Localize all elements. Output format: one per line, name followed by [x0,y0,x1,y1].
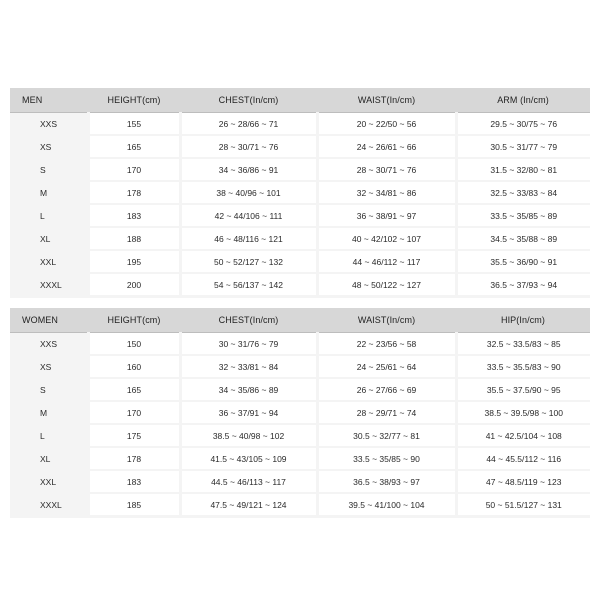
waist-value: 30.5 ~ 32/77 ~ 81 [317,424,456,447]
arm-value: 29.5 ~ 30/75 ~ 76 [456,113,590,136]
waist-value: 24 ~ 26/61 ~ 66 [317,135,456,158]
arm-value: 30.5 ~ 31/77 ~ 79 [456,135,590,158]
chest-value: 28 ~ 30/71 ~ 76 [180,135,317,158]
height-value: 170 [88,158,180,181]
size-label: S [10,158,88,181]
size-label: XXL [10,470,88,493]
size-label: M [10,181,88,204]
size-label: M [10,401,88,424]
chest-value: 34 ~ 35/86 ~ 89 [180,378,317,401]
chest-value: 38 ~ 40/96 ~ 101 [180,181,317,204]
waist-value: 32 ~ 34/81 ~ 86 [317,181,456,204]
size-label: L [10,424,88,447]
waist-value: 20 ~ 22/50 ~ 56 [317,113,456,136]
size-label: XXS [10,333,88,356]
table-row [10,378,590,401]
waist-value: 28 ~ 29/71 ~ 74 [317,401,456,424]
men-header-size: MEN [10,88,88,113]
height-value: 178 [88,181,180,204]
women-header-hip: HIP(In/cm) [456,308,590,333]
men-header-row [10,88,590,113]
hip-value: 44 ~ 45.5/112 ~ 116 [456,447,590,470]
hip-value: 41 ~ 42.5/104 ~ 108 [456,424,590,447]
chest-value: 30 ~ 31/76 ~ 79 [180,333,317,356]
men-header-waist: WAIST(In/cm) [317,88,456,113]
table-row [10,493,590,517]
women-header-waist: WAIST(In/cm) [317,308,456,333]
arm-value: 33.5 ~ 35/85 ~ 89 [456,204,590,227]
size-label: XXL [10,250,88,273]
waist-value: 28 ~ 30/71 ~ 76 [317,158,456,181]
size-label: XL [10,227,88,250]
size-label: S [10,378,88,401]
waist-value: 36.5 ~ 38/93 ~ 97 [317,470,456,493]
chest-value: 41.5 ~ 43/105 ~ 109 [180,447,317,470]
table-row [10,250,590,273]
hip-value: 47 ~ 48.5/119 ~ 123 [456,470,590,493]
height-value: 150 [88,333,180,356]
table-row [10,447,590,470]
table-row [10,135,590,158]
hip-value: 50 ~ 51.5/127 ~ 131 [456,493,590,517]
table-row [10,273,590,297]
men-header-height: HEIGHT(cm) [88,88,180,113]
women-size-table [10,308,590,518]
size-label: L [10,204,88,227]
hip-value: 35.5 ~ 37.5/90 ~ 95 [456,378,590,401]
table-row [10,227,590,250]
table-row [10,158,590,181]
arm-value: 36.5 ~ 37/93 ~ 94 [456,273,590,297]
height-value: 155 [88,113,180,136]
height-value: 183 [88,204,180,227]
size-label: XS [10,135,88,158]
size-label: XL [10,447,88,470]
chest-value: 47.5 ~ 49/121 ~ 124 [180,493,317,517]
chest-value: 42 ~ 44/106 ~ 111 [180,204,317,227]
height-value: 165 [88,135,180,158]
height-value: 183 [88,470,180,493]
chest-value: 46 ~ 48/116 ~ 121 [180,227,317,250]
height-value: 165 [88,378,180,401]
waist-value: 33.5 ~ 35/85 ~ 90 [317,447,456,470]
waist-value: 48 ~ 50/122 ~ 127 [317,273,456,297]
men-header-arm: ARM (In/cm) [456,88,590,113]
chest-value: 54 ~ 56/137 ~ 142 [180,273,317,297]
table-row [10,181,590,204]
chest-value: 44.5 ~ 46/113 ~ 117 [180,470,317,493]
chest-value: 34 ~ 36/86 ~ 91 [180,158,317,181]
height-value: 170 [88,401,180,424]
waist-value: 26 ~ 27/66 ~ 69 [317,378,456,401]
height-value: 178 [88,447,180,470]
women-header-chest: CHEST(In/cm) [180,308,317,333]
women-header-height: HEIGHT(cm) [88,308,180,333]
men-size-table [10,88,590,298]
size-label: XS [10,355,88,378]
table-row [10,401,590,424]
chest-value: 50 ~ 52/127 ~ 132 [180,250,317,273]
table-row [10,333,590,356]
table-row [10,424,590,447]
height-value: 188 [88,227,180,250]
waist-value: 44 ~ 46/112 ~ 117 [317,250,456,273]
arm-value: 32.5 ~ 33/83 ~ 84 [456,181,590,204]
chest-value: 26 ~ 28/66 ~ 71 [180,113,317,136]
height-value: 175 [88,424,180,447]
height-value: 160 [88,355,180,378]
table-row [10,204,590,227]
chest-value: 32 ~ 33/81 ~ 84 [180,355,317,378]
arm-value: 35.5 ~ 36/90 ~ 91 [456,250,590,273]
height-value: 200 [88,273,180,297]
table-row [10,470,590,493]
size-label: XXS [10,113,88,136]
chest-value: 36 ~ 37/91 ~ 94 [180,401,317,424]
arm-value: 34.5 ~ 35/88 ~ 89 [456,227,590,250]
table-row [10,355,590,378]
hip-value: 33.5 ~ 35.5/83 ~ 90 [456,355,590,378]
height-value: 185 [88,493,180,517]
women-header-row [10,308,590,333]
waist-value: 40 ~ 42/102 ~ 107 [317,227,456,250]
waist-value: 22 ~ 23/56 ~ 58 [317,333,456,356]
waist-value: 39.5 ~ 41/100 ~ 104 [317,493,456,517]
size-label: XXXL [10,493,88,517]
waist-value: 24 ~ 25/61 ~ 64 [317,355,456,378]
women-header-size: WOMEN [10,308,88,333]
chest-value: 38.5 ~ 40/98 ~ 102 [180,424,317,447]
men-header-chest: CHEST(In/cm) [180,88,317,113]
hip-value: 32.5 ~ 33.5/83 ~ 85 [456,333,590,356]
hip-value: 38.5 ~ 39.5/98 ~ 100 [456,401,590,424]
waist-value: 36 ~ 38/91 ~ 97 [317,204,456,227]
arm-value: 31.5 ~ 32/80 ~ 81 [456,158,590,181]
table-row [10,113,590,136]
height-value: 195 [88,250,180,273]
size-label: XXXL [10,273,88,297]
